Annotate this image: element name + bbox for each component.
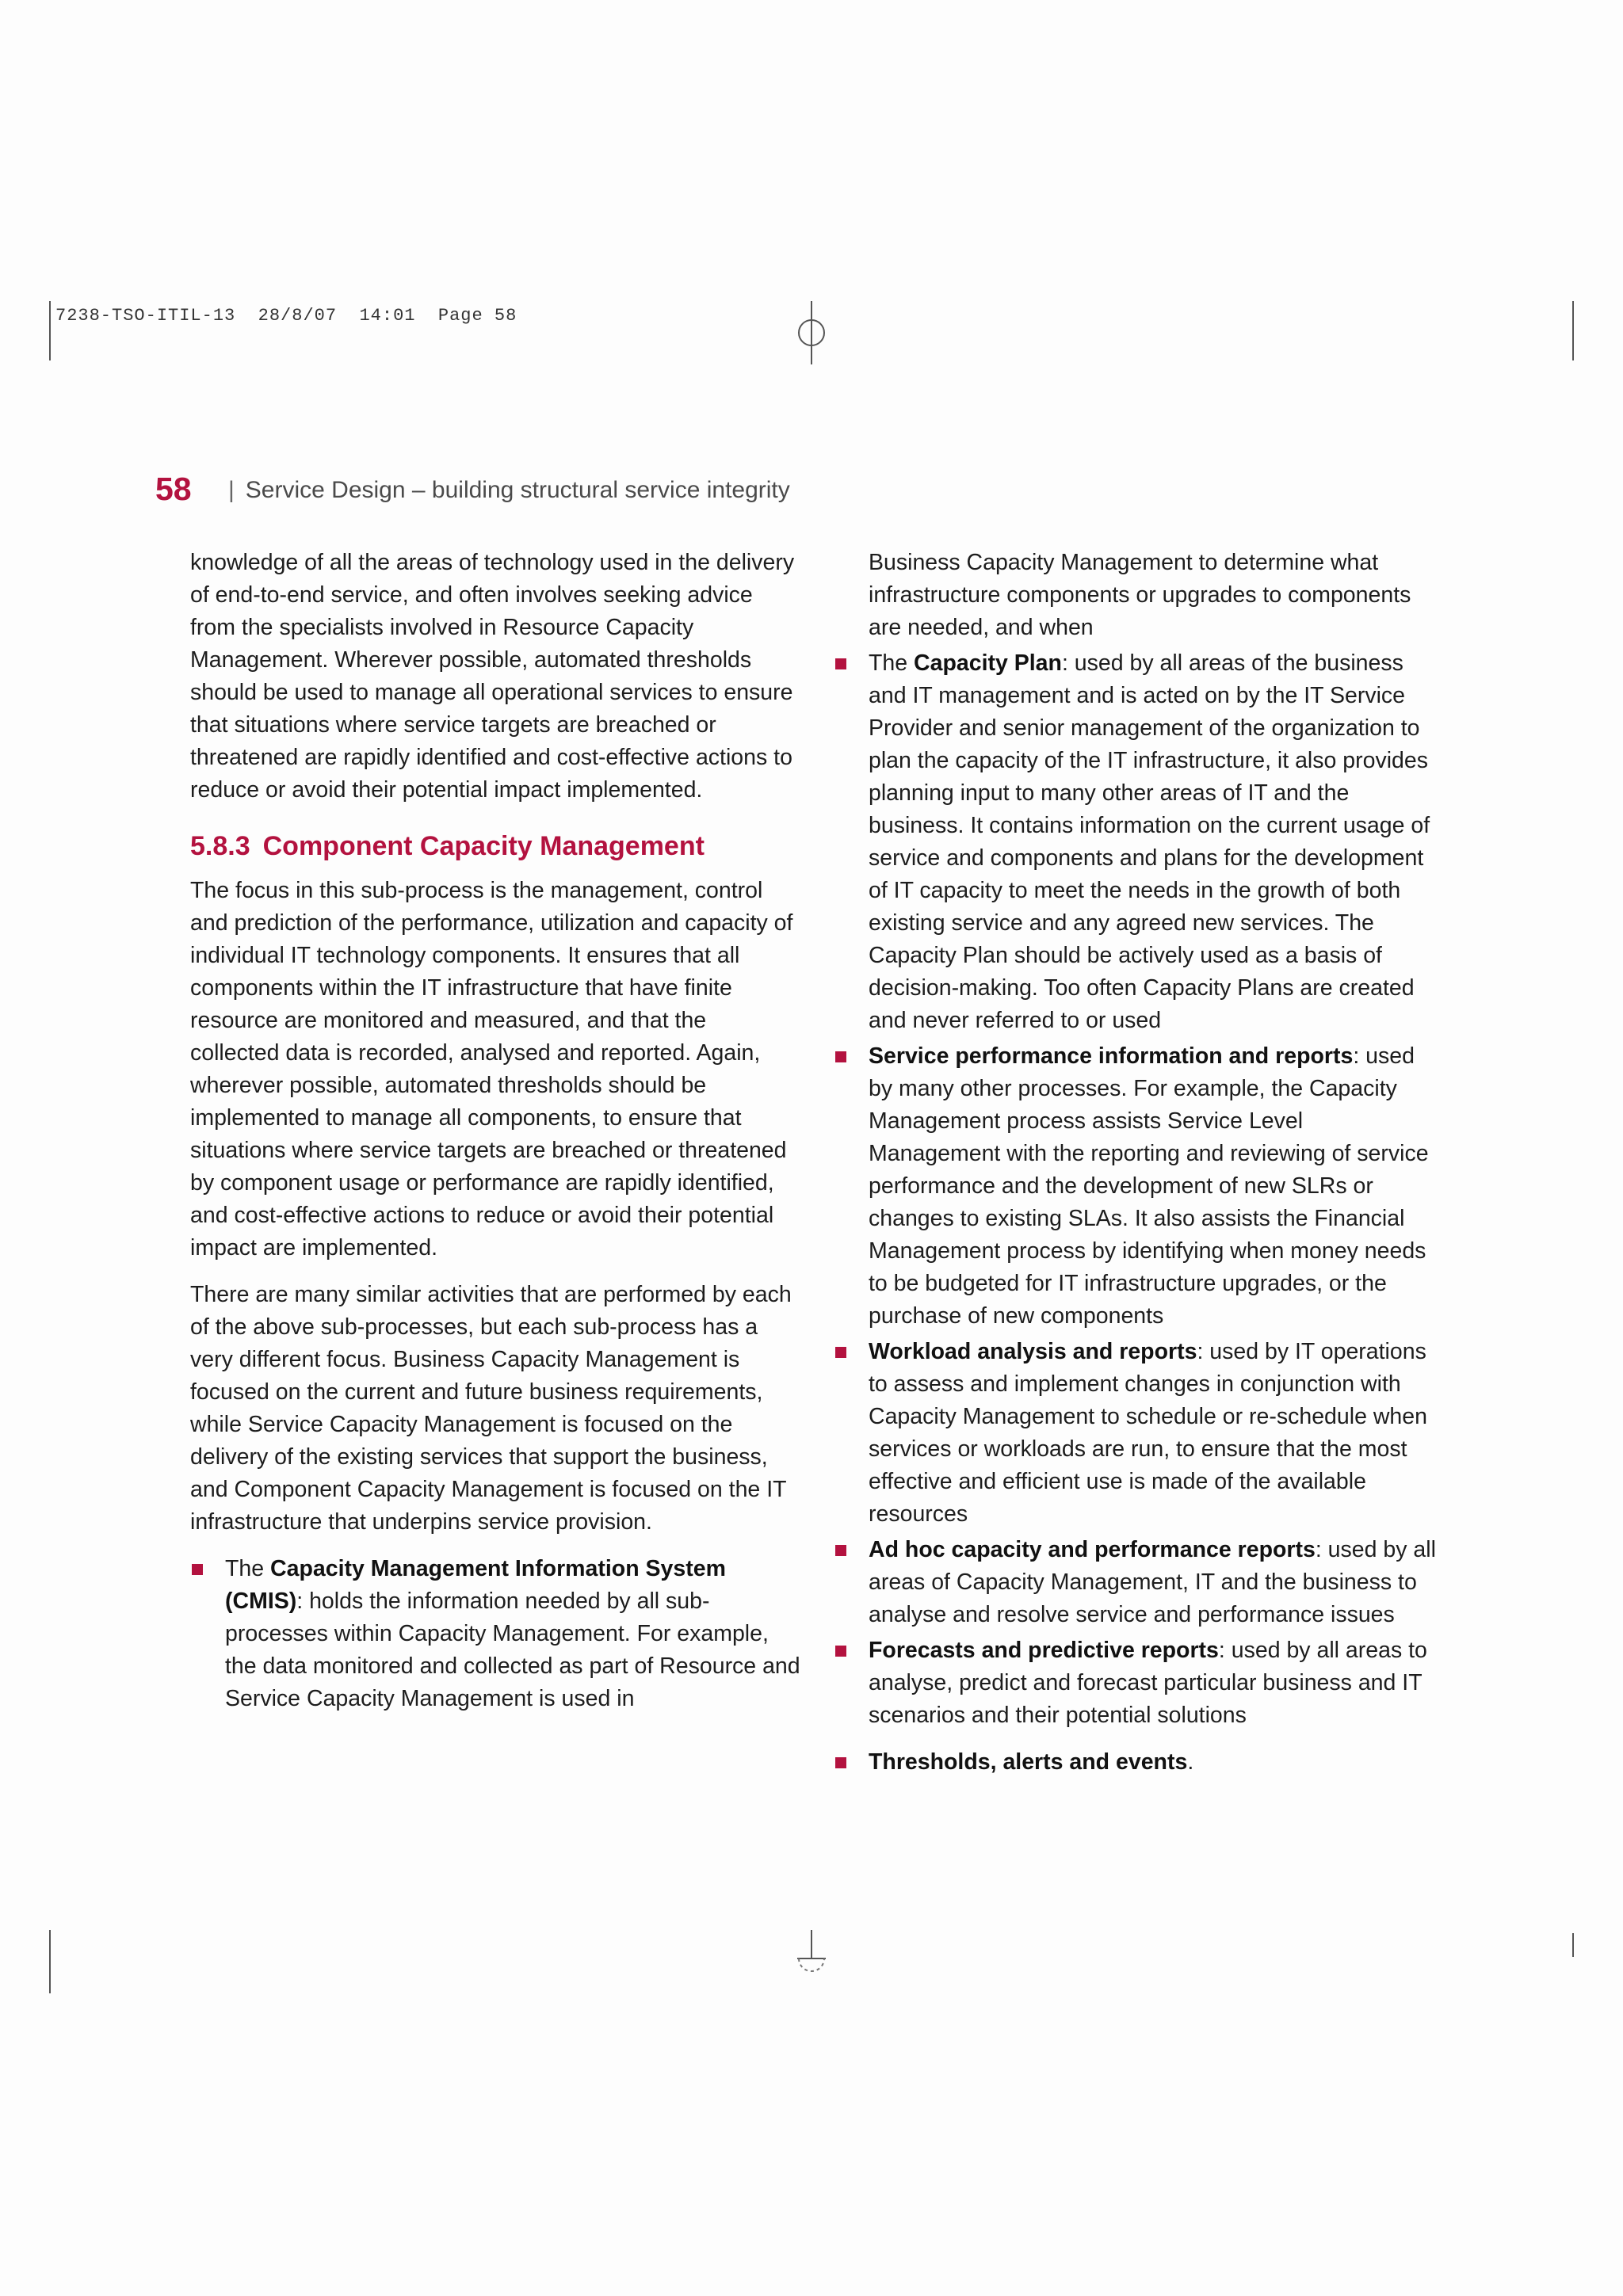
list-item (834, 1534, 1436, 1631)
crop-mark-top-left (49, 301, 51, 360)
item-text: : used by all areas of the business and IT management and is acted on by the IT Service Provider and senior management of the organization to plan the capacity of the IT infrastructure, it also provides planning input to many other areas of IT and the business. It contains information on the current usage of service and components and plans for the development of IT capacity to meet the needs in the growth of both existing service and any agreed new services. The Capacity Plan should be actively used as a basis of decision-making. Too often Capacity Plans are created and never referred to or used (869, 650, 1430, 1033)
similar-activities-paragraph: There are many similar activities that are performed by each of the above sub-processes, but each sub-process has a very different focus. Business Capacity Management is focused on the current and future business requirements, while Service Capacity Management is focused on the delivery of the existing services that support the business, and Component Capacity Management is focused on the IT infrastructure that underpins service provision. (190, 1282, 792, 1535)
page-number: 58 (155, 471, 192, 507)
item-term: Workload analysis and reports (869, 1339, 1197, 1364)
list-item (834, 1746, 1436, 1779)
running-title (228, 477, 790, 504)
item-text: : holds the information needed by all sub-processes within Capacity Management. For example, the data monitored and collected as part of Resource and Service Capacity Management is used in (225, 1589, 800, 1711)
left-column (190, 547, 800, 1715)
item-term: Service performance information and reports (869, 1043, 1354, 1069)
bullet-icon (835, 1646, 846, 1657)
crop-mark-bottom-left (49, 1930, 51, 1993)
item-term: Capacity Management Information System (CMIS) (225, 1556, 726, 1614)
item-text: : used by all areas to analyse, predict and forecast particular business and IT scenarios and their potential solutions (869, 1638, 1427, 1728)
focus-paragraph: The focus in this sub-process is the management, control and prediction of the performance, utilization and capacity of individual IT technology components. It ensures that all components within the IT infrastructure that have finite resource are monitored and measured, and that the collected data is recorded, analysed and reported. Again, wherever possible, automated thresholds should be implemented to manage all components, to ensure that situations where service targets are breached or threatened by component usage or performance are rapidly identified, and cost-effective actions to reduce or avoid their potential impact are implemented. (190, 878, 793, 1261)
registration-mark-top-icon (794, 301, 829, 364)
list-item (834, 647, 1436, 1037)
list-item (834, 1040, 1436, 1333)
list-item-cmis (190, 1553, 800, 1715)
list-item (834, 1634, 1436, 1732)
item-prefix: The (225, 1556, 271, 1581)
print-slug: 7238-TSO-ITIL-13 28/8/07 14:01 Page 58 (55, 306, 517, 326)
crop-mark-top-right (1572, 301, 1574, 360)
bullet-icon (835, 1051, 846, 1062)
intro-paragraph: knowledge of all the areas of technology used in the delivery of end-to-end service, and often involves seeking advice from the specialists involved in Resource Capacity Management. Wherever possible, automated thresholds should be used to manage all operational services to ensure that situations where service targets are breached or threatened are rapidly identified and cost-effective actions to reduce or avoid their potential impact implemented. (190, 550, 795, 803)
item-term: Thresholds, alerts and events (869, 1749, 1188, 1775)
item-text: : used by IT operations to assess and implement changes in conjunction with Capacity Management to schedule or re-schedule when services or workloads are run, to ensure that the most effective and efficient use is made of the available resources (869, 1339, 1427, 1527)
item-prefix: The (869, 650, 915, 676)
bullet-icon (835, 1757, 846, 1768)
running-title-text: Service Design – building structural service integrity (245, 477, 790, 503)
list-item (834, 1336, 1436, 1531)
item-text: : used by all areas of Capacity Management, IT and the business to analyse and resolve service and performance issues (869, 1537, 1436, 1627)
right-column (834, 547, 1436, 1779)
item-term: Ad hoc capacity and performance reports (869, 1537, 1316, 1562)
bullet-icon (835, 658, 846, 669)
section-number: 5.8.3 (190, 831, 250, 861)
item-term: Forecasts and predictive reports (869, 1638, 1219, 1663)
item-text: : used by many other processes. For example, the Capacity Management process assists Service Level Management with the reporting and reviewing of service performance and the development of new SLRs or changes to existing SLAs. It also assists the Financial Management process by identifying when money needs to be budgeted for IT infrastructure upgrades, or the purchase of new components (869, 1043, 1429, 1329)
header-separator: | (228, 477, 235, 503)
outputs-list-right (834, 647, 1436, 1779)
section-heading (190, 829, 800, 864)
section-title: Component Capacity Management (262, 831, 705, 861)
bullet-icon (835, 1545, 846, 1556)
continuation-text: Business Capacity Management to determine what infrastructure components or upgrades to components are needed, and when (869, 550, 1411, 640)
outputs-list-left (190, 1553, 800, 1715)
crop-mark-bottom-right (1572, 1933, 1574, 1957)
registration-mark-bottom-icon (794, 1930, 829, 1981)
item-text: . (1187, 1749, 1194, 1775)
bullet-icon (192, 1564, 203, 1575)
item-term: Capacity Plan (914, 650, 1062, 676)
bullet-icon (835, 1347, 846, 1358)
